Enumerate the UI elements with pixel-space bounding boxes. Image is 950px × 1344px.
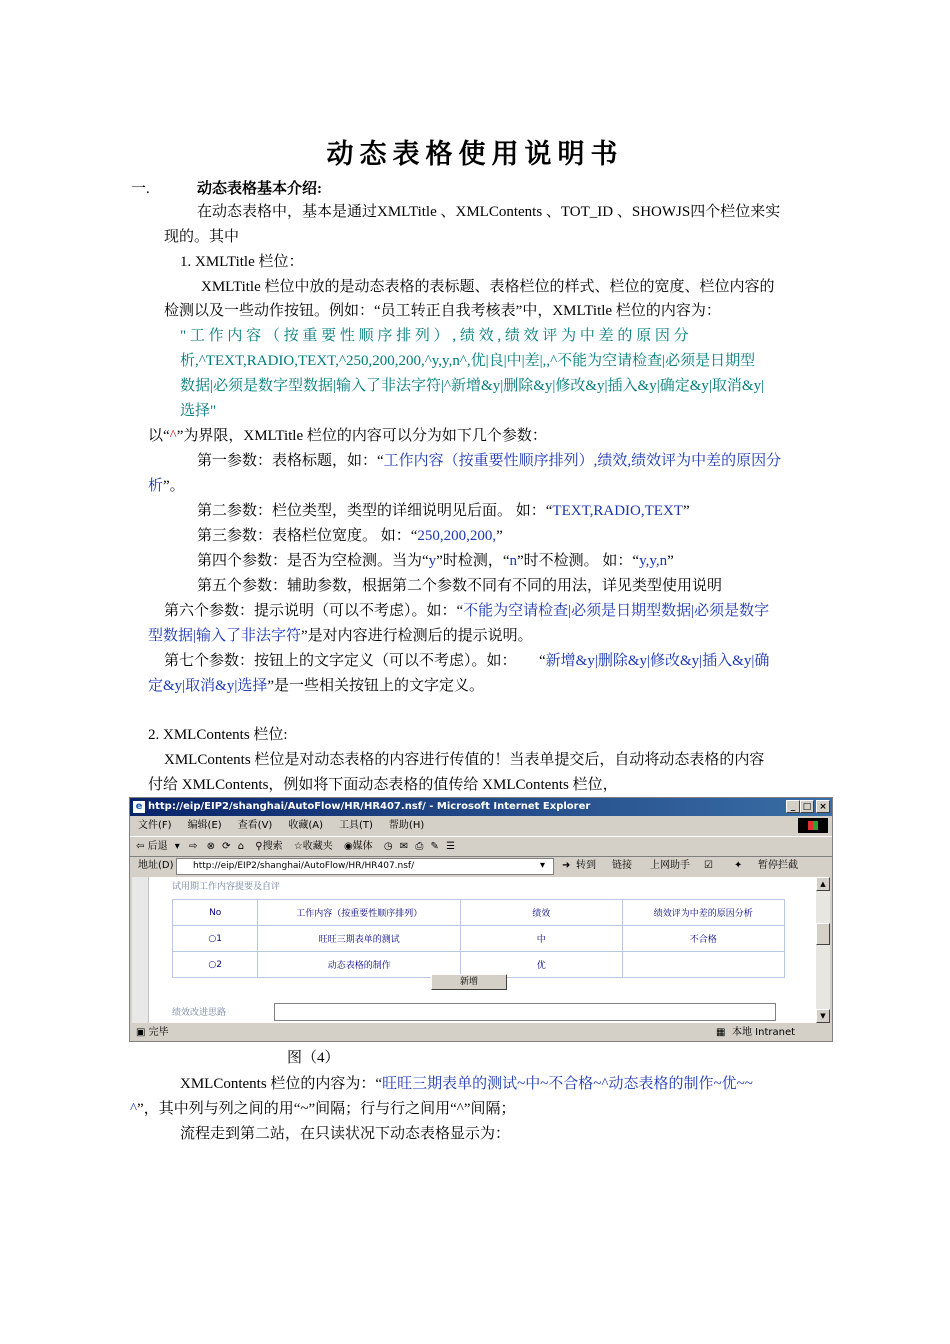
menu-view[interactable]: 查看(V) (237, 820, 273, 831)
go-button[interactable]: 转到 (576, 860, 596, 871)
document-title: 动态表格使用说明书 (326, 139, 624, 170)
cell-content: 旺旺三期表单的测试 (258, 926, 461, 952)
text: ” (682, 503, 690, 519)
param-4 (197, 552, 674, 570)
text: ”为界限，XMLTitle 栏位的内容可以分为如下几个参数： (176, 428, 547, 444)
browser-window-figure (129, 797, 833, 1042)
history-icon[interactable]: ◷ (383, 841, 393, 852)
param-1-line2 (148, 477, 185, 495)
title-bar (130, 798, 832, 816)
param-7-line2 (148, 677, 484, 695)
subheading-xmlcontents: 2. XMLContents 栏位: (148, 727, 288, 743)
para-content-line2 (130, 1100, 516, 1118)
mail-icon[interactable]: ✉ (399, 841, 409, 852)
value: 新增&y|删除&y|修改&y|插入&y|确 (545, 653, 770, 669)
para-content-line1 (180, 1075, 753, 1093)
address-bar (130, 856, 832, 876)
param-1-line1 (197, 452, 781, 470)
menu-tools[interactable]: 工具(T) (339, 820, 373, 831)
text: ”。 (163, 478, 185, 494)
value: 析 (148, 478, 164, 494)
toolbar (130, 836, 832, 857)
text: 第六个参数：提示说明（可以不考虑）。如：“ (164, 603, 464, 619)
left-margin (132, 877, 149, 1023)
text: ”时检测，“ (436, 553, 510, 569)
home-icon[interactable]: ⌂ (237, 841, 245, 852)
section-heading: 动态表格基本介绍: (197, 181, 322, 197)
intranet-icon: ▦ (716, 1027, 726, 1038)
maximize-icon[interactable]: □ (800, 800, 814, 813)
links-button[interactable]: 链接 (612, 860, 632, 871)
dynamic-table (172, 899, 785, 978)
table-header (173, 900, 785, 926)
value: 工作内容（按重要性顺序排列）,绩效,绩效评为中差的原因分 (383, 453, 782, 469)
value: n (509, 553, 517, 569)
example-line4: 选择" (180, 403, 217, 419)
back-arrow-icon[interactable]: ⇦ (136, 841, 145, 852)
value: TEXT,RADIO,TEXT (552, 503, 683, 519)
window-title: http://eip/EIP2/shanghai/AutoFlow/HR/HR407.nsf/ - Microsoft Internet Explorer (148, 801, 591, 812)
page-done-icon: ▣ (136, 1027, 146, 1038)
text: ”是对内容进行检测后的提示说明。 (301, 628, 533, 644)
param-2 (197, 502, 690, 520)
ie-logo-icon: e (133, 801, 145, 813)
scroll-up-icon[interactable]: ▲ (816, 877, 830, 891)
search-button[interactable]: 搜索 (262, 841, 283, 852)
page-content (132, 877, 816, 1023)
vertical-scrollbar[interactable] (816, 877, 830, 1023)
dropdown-icon[interactable]: ▾ (174, 841, 180, 852)
scroll-thumb[interactable] (816, 923, 830, 945)
go-arrow-icon: ➜ (562, 860, 571, 871)
example-line3: 数据|必须是数字型数据|输入了非法字符|^新增&y|删除&y|修改&y|插入&y|确定&y|取消&y| (180, 378, 765, 394)
table-row (173, 926, 785, 952)
discuss-icon[interactable]: ☰ (446, 841, 456, 852)
radio-icon[interactable]: ○ (208, 933, 217, 944)
param-6-line2 (148, 627, 533, 645)
scroll-down-icon[interactable]: ▼ (816, 1009, 830, 1023)
text: 第二参数：栏位类型，类型的详细说明见后面。 如：“ (197, 503, 553, 519)
value: 250,200,200, (417, 528, 497, 544)
address-input[interactable] (176, 858, 554, 875)
value: ^ (130, 1101, 138, 1117)
para-xmlcontents-line2: 付给 XMLContents，例如将下面动态表格的值传给 XMLContents 栏位， (148, 777, 618, 793)
close-icon[interactable]: × (816, 800, 830, 813)
value: y,y,n (639, 553, 668, 569)
text: ” (667, 553, 674, 569)
improve-label: 绩效改进思路 (172, 1008, 227, 1018)
value: y (428, 553, 437, 569)
text: 第四个参数：是否为空检测。当为“ (197, 553, 429, 569)
address-label: 地址(D) (138, 860, 174, 871)
text: ”时不检测。 如：“ (517, 553, 640, 569)
text: 第七个参数：按钮上的文字定义（可以不考虑）。如： “ (164, 653, 546, 669)
para-readonly: 流程走到第二站，在只读状况下动态表格显示为： (180, 1126, 511, 1142)
param-3 (197, 527, 503, 545)
cell-performance: 优 (461, 952, 622, 978)
menu-bar (130, 816, 832, 835)
favorites-button[interactable]: 收藏夹 (302, 841, 333, 852)
cell-content: 动态表格的制作 (258, 952, 461, 978)
col-no: No (173, 900, 258, 926)
boundary-sentence (148, 427, 547, 445)
online-helper-button[interactable]: 上网助手 (650, 860, 690, 871)
value: 定&y|取消&y|选择 (148, 678, 268, 694)
address-value: http://eip/EIP2/shanghai/AutoFlow/HR/HR407.nsf/ (193, 861, 415, 871)
menu-favorites[interactable]: 收藏(A) (288, 820, 323, 831)
subheading-xmltitle: 1. XMLTitle 栏位： (180, 254, 304, 270)
figure-caption: 图（4） (287, 1050, 340, 1066)
caret-mark: ^ (169, 428, 177, 444)
forward-arrow-icon[interactable]: ⇨ (188, 841, 198, 852)
text: ”，其中列与列之间的用“~”间隔；行与行之间用“^”间隔； (137, 1101, 516, 1117)
add-row-button[interactable]: 新增 (431, 974, 507, 990)
pin-icon[interactable]: ✦ (734, 860, 743, 871)
example-line1: " 工 作 内 容 （ 按 重 要 性 顺 序 排 列 ） , 绩 效 , 绩 效 评 为 中 差 的 原 因 分 (180, 328, 689, 344)
example-line2: 析,^TEXT,RADIO,TEXT,^250,200,200,^y,y,n^,优|良|中|差|,,^不能为空请检查|必须是日期型 (180, 353, 756, 369)
menu-edit[interactable]: 编辑(E) (187, 820, 222, 831)
cell-reason: 不合格 (622, 926, 784, 952)
menu-file[interactable]: 文件(F) (138, 820, 172, 831)
text: XMLContents 栏位的内容为：“ (180, 1076, 383, 1092)
col-performance: 绩效 (461, 900, 622, 926)
section-label: 试用期工作内容提要及自评 (172, 882, 281, 892)
menu-help[interactable]: 帮助(H) (388, 820, 425, 831)
value: 型数据|输入了非法字符 (148, 628, 302, 644)
search-icon: ⚲ (255, 841, 263, 852)
windows-flag-icon (798, 818, 828, 833)
text: 第一参数：表格标题，如：“ (197, 453, 384, 469)
radio-icon[interactable]: ○ (208, 959, 217, 970)
param-6-line1 (164, 602, 769, 620)
text: ”是一些相关按钮上的文字定义。 (267, 678, 485, 694)
cell-reason (622, 952, 784, 978)
row-number: 2 (216, 959, 222, 970)
favorites-icon: ☆ (293, 841, 303, 852)
param-5: 第五个参数：辅助参数，根据第二个参数不同有不同的用法，详见类型使用说明 (197, 578, 723, 594)
para-xmltitle-line2: 检测以及一些动作按钮。例如：“员工转正自我考核表”中，XMLTitle 栏位的内容为： (164, 303, 721, 319)
cell-performance: 中 (461, 926, 622, 952)
helper-icon[interactable]: ☑ (704, 860, 713, 871)
text: 以“ (148, 428, 170, 444)
row-select[interactable] (173, 926, 258, 952)
para-intro-line2: 现的。其中 (164, 229, 240, 245)
col-content: 工作内容（按重要性顺序排列） (258, 900, 461, 926)
improve-input[interactable] (274, 1003, 776, 1021)
text: ” (496, 528, 503, 544)
security-zone: 本地 Intranet (732, 1027, 796, 1038)
minimize-icon[interactable]: _ (786, 800, 800, 813)
back-button[interactable]: 后退 (147, 841, 168, 852)
param-7-line1 (164, 652, 769, 670)
value: 旺旺三期表单的测试~中~不合格~^动态表格的制作~优~~ (382, 1076, 753, 1092)
address-dropdown-icon[interactable]: ▾ (540, 860, 546, 871)
print-icon[interactable]: ⎙ (415, 841, 424, 852)
status-text: 完毕 (148, 1027, 169, 1038)
row-number: 1 (216, 933, 222, 944)
refresh-icon[interactable]: ⟳ (222, 841, 231, 852)
popup-block-button[interactable]: 暂停拦截 (758, 860, 798, 871)
text: 第三参数：表格栏位宽度。 如：“ (197, 528, 418, 544)
status-bar (130, 1024, 832, 1041)
value: 不能为空请检查|必须是日期型数据|必须是数字 (463, 603, 770, 619)
media-button[interactable]: 媒体 (352, 841, 373, 852)
col-reason: 绩效评为中差的原因分析 (622, 900, 784, 926)
para-intro-line1: 在动态表格中，基本是通过XMLTitle 、XMLContents 、TOT_ID 、SHOWJS四个栏位来实 (197, 204, 781, 220)
media-icon: ◉ (343, 841, 353, 852)
row-select[interactable] (173, 952, 258, 978)
para-xmlcontents-line1: XMLContents 栏位是对动态表格的内容进行传值的！当表单提交后，自动将动态表格的内容 (164, 752, 765, 768)
flag-shape (808, 821, 818, 830)
section-number: 一. (131, 181, 150, 197)
stop-icon[interactable]: ⊗ (206, 841, 215, 852)
para-xmltitle-line1: XMLTitle 栏位中放的是动态表格的表标题、表格栏位的样式、栏位的宽度、栏位内容的 (201, 279, 775, 295)
edit-icon[interactable]: ✎ (430, 841, 439, 852)
